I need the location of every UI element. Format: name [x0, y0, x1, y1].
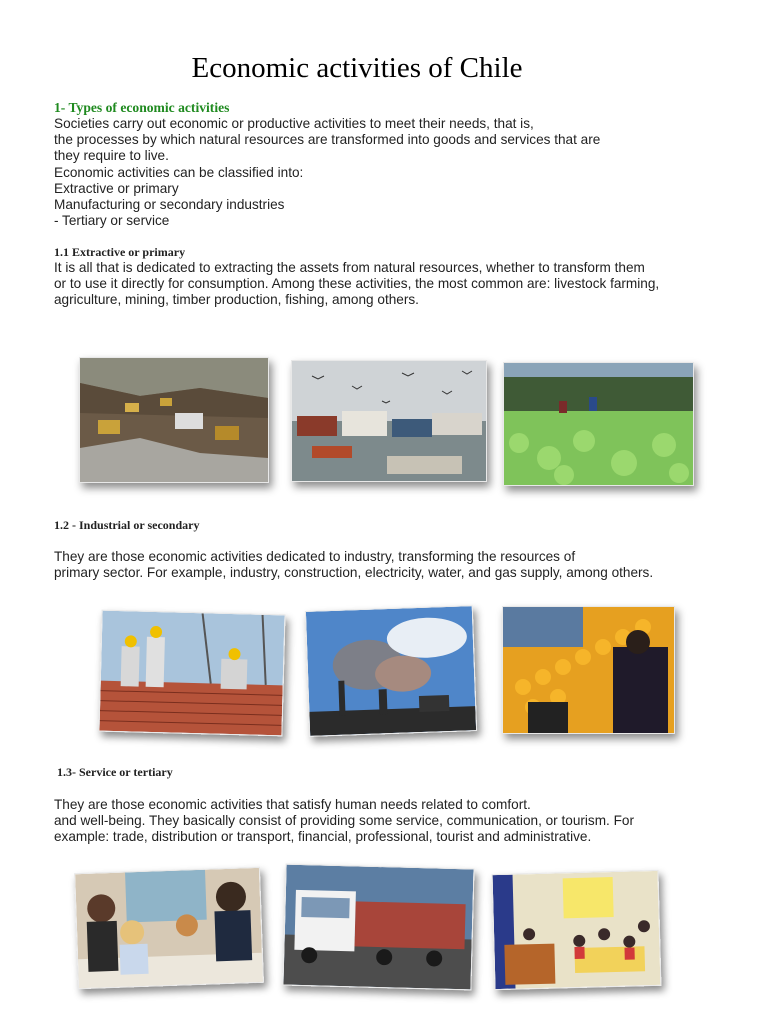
fishing-photo [291, 360, 487, 482]
section-tertiary [57, 765, 717, 780]
paragraph-line: the processes by which natural resources are transformed into goods and services that are [54, 132, 601, 148]
paragraph-line: example: trade, distribution or transport, financial, professional, tourist and administrative. [54, 829, 592, 845]
section-heading: 1.3- Service or tertiary [57, 765, 173, 779]
paragraph-line: they require to live. [54, 148, 169, 164]
construction-photo [98, 610, 285, 737]
industry-smokestacks-photo [305, 605, 477, 737]
paragraph-line: They are those economic activities that satisfy human needs related to comfort. [54, 797, 531, 812]
section-secondary [54, 518, 714, 533]
paragraph-line: or to use it directly for consumption. Among these activities, the most common are: livestock farming, [54, 276, 660, 292]
list-item: Extractive or primary [54, 180, 179, 196]
agriculture-photo [503, 362, 694, 486]
list-item: - Tertiary or service [54, 213, 170, 229]
classroom-photo [492, 870, 662, 990]
truck-transport-photo [282, 864, 474, 991]
paragraph-line: Societies carry out economic or productive activities to meet their needs, that is, [54, 116, 534, 131]
section-heading: 1.1 Extractive or primary [54, 245, 186, 259]
section-secondary-text [54, 549, 714, 581]
paragraph-line: They are those economic activities dedicated to industry, transforming the resources of [54, 549, 576, 564]
paragraph-line: It is all that is dedicated to extracting the assets from natural resources, whether to transform them [54, 260, 645, 275]
paragraph-line: Economic activities can be classified into: [54, 164, 304, 180]
mining-photo [79, 357, 269, 483]
paragraph-line: primary sector. For example, industry, construction, electricity, water, and gas supply, among others. [54, 565, 654, 581]
list-item: Manufacturing or secondary industries [54, 197, 285, 213]
section-primary [54, 245, 714, 309]
section-tertiary-text [54, 797, 714, 846]
fruit-packing-photo [502, 606, 675, 734]
page-title: Economic activities of Chile [191, 52, 523, 84]
restaurant-family-photo [74, 867, 264, 989]
section-heading: 1.2 - Industrial or secondary [54, 518, 200, 532]
paragraph-line: agriculture, mining, timber production, fishing, among others. [54, 292, 419, 308]
section-heading: 1- Types of economic activities [54, 100, 230, 115]
paragraph-line: and well-being. They basically consist of providing some service, communication, or tourism. For [54, 813, 634, 829]
section-types [54, 100, 714, 229]
